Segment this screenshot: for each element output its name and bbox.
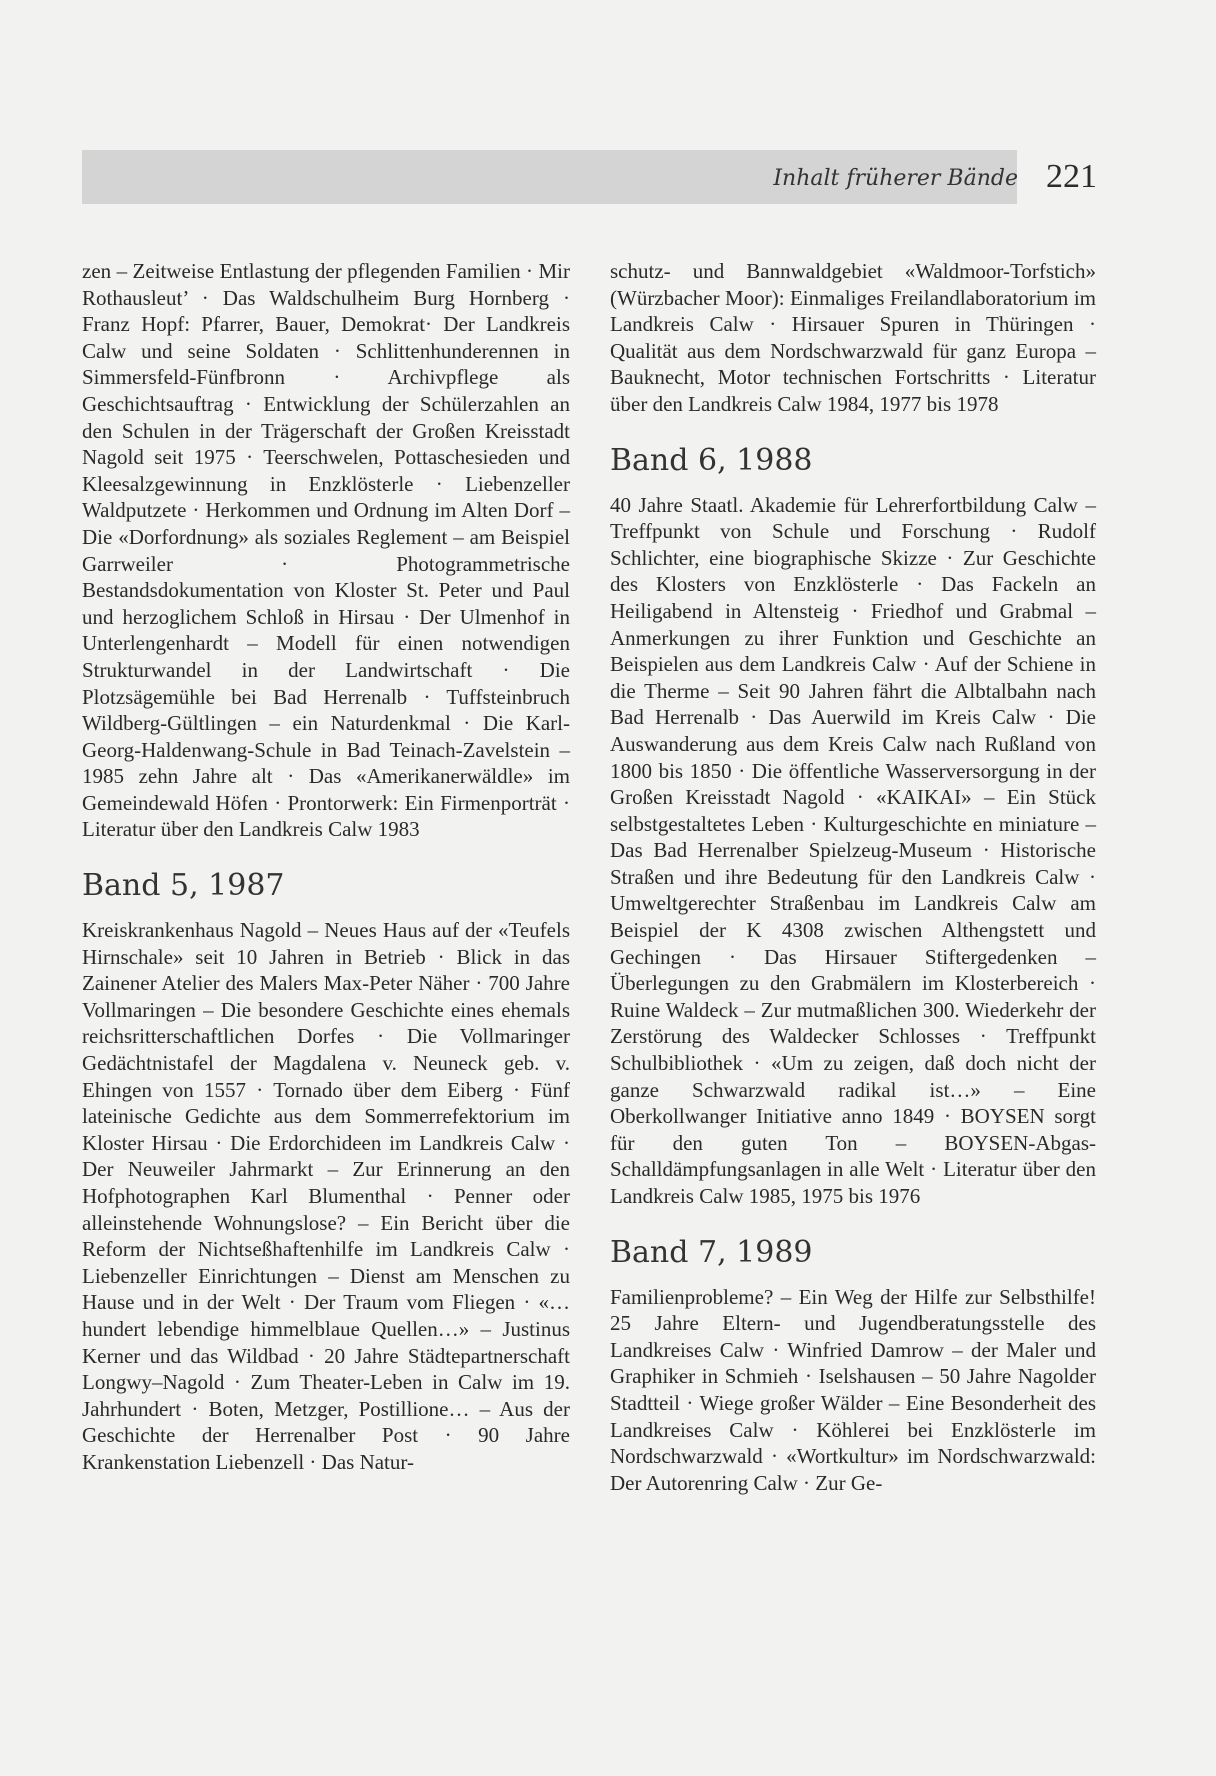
- right-column: [610, 258, 1096, 1496]
- left-column: [82, 258, 570, 1476]
- band6-heading: Band 6, 1988: [610, 442, 813, 478]
- band7-text: Familienprobleme? – Ein Weg der Hilfe zur Selbsthilfe! 25 Jahre Eltern- und Jugendberatungsstelle des Landkreises Calw · Winfried Damrow – der Maler und Graphiker in Schmieh · Iselshausen – 50 Jahre Nagolder Stadtteil · Wiege großer Wälder – Eine Besonderheit des Landkreises Calw · Köhlerei bei Enzklösterle im Nordschwarzwald · «Wortkultur» im Nordschwarzwald: Der Autorenring Calw · Zur Ge-: [610, 1284, 1096, 1495]
- page-number: 221: [1046, 158, 1097, 195]
- band4-continued-text: zen – Zeitweise Entlastung der pflegenden Familien · Mir Rothausleut’ · Das Waldschulheim Burg Hornberg · Franz Hopf: Pfarrer, Bauer, Demokrat· Der Landkreis Calw und seine Soldaten · Schlittenhunderennen in Simmersfeld-Fünfbronn · Archivpflege als Geschichtsauftrag · Entwicklung der Schülerzahlen an den Schulen in der Trägerschaft der Großen Kreisstadt Nagold seit 1975 · Teerschwelen, Pottaschesieden und Kleesalzgewinnung in Enzklösterle · Liebenzeller Waldputzete · Herkommen und Ordnung im Alten Dorf – Die «Dorfordnung» als soziales Reglement – am Beispiel Garrweiler · Photogrammetrische Bestandsdokumentation von Kloster St. Peter und Paul und herzoglichem Schloß in Hirsau · Der Ulmenhof in Unterlengenhardt – Modell für einen notwendigen Strukturwandel in der Landwirtschaft · Die Plotzsägemühle bei Bad Herrenalb · Tuffsteinbruch Wildberg-Gültlingen – ein Naturdenkmal · Die Karl-Georg-Haldenwang-Schule in Bad Teinach-Zavelstein – 1985 zehn Jahre alt · Das «Amerikanerwäldle» im Gemeindewald Höfen · Prontorwerk: Ein Firmenporträt · Literatur über den Landkreis Calw 1983: [82, 259, 570, 842]
- running-header-title: Inhalt früherer Bände: [773, 166, 1018, 191]
- band7-heading: Band 7, 1989: [610, 1234, 813, 1270]
- band5-text: Kreiskrankenhaus Nagold – Neues Haus auf der «Teufels Hirnschale» seit 10 Jahren in Betrieb · Blick in das Zainener Atelier des Malers Max-Peter Näher · 700 Jahre Vollmaringen – Die besondere Geschichte eines ehemals reichsritterschaftlichen Dorfes · Die Vollmaringer Gedächtnistafel der Magdalena v. Neuneck geb. v. Ehingen von 1557 · Tornado über dem Eiberg · Fünf lateinische Gedichte aus dem Sommerrefektorium im Kloster Hirsau · Die Erdorchideen im Landkreis Calw · Der Neuweiler Jahrmarkt – Zur Erinnerung an den Hofphotographen Karl Blumenthal · Penner oder alleinstehende Wohnungslose? – Ein Bericht über die Reform der Nichtseßhaftenhilfe im Landkreis Calw · Liebenzeller Einrichtungen – Dienst am Menschen zu Hause und in der Welt · Der Traum vom Fliegen · «…hundert lebendige himmelblaue Quellen…» – Justinus Kerner und das Wildbad · 20 Jahre Städtepartnerschaft Longwy–Nagold · Zum Theater-Leben in Calw im 19. Jahrhundert · Boten, Metzger, Postillione… – Aus der Geschichte der Herrenalber Post · 90 Jahre Krankenstation Liebenzell · Das Natur-: [82, 918, 570, 1474]
- band6-text: 40 Jahre Staatl. Akademie für Lehrerfortbildung Calw – Treffpunkt von Schule und Forschung · Rudolf Schlichter, eine biographische Skizze · Zur Geschichte des Klosters von Enzklösterle · Das Fackeln an Heiligabend in Altensteig · Friedhof und Grabmal – Anmerkungen zu ihrer Funktion und Geschichte an Beispielen aus dem Landkreis Calw · Auf der Schiene in die Therme – Seit 90 Jahren fährt die Albtalbahn nach Bad Herrenalb · Das Auerwild im Kreis Calw · Die Auswanderung aus dem Kreis Calw nach Rußland von 1800 bis 1850 · Die öffentliche Wasserversorgung in der Großen Kreisstadt Nagold · «KAIKAI» – Ein Stück selbstgestaltetes Leben · Kulturgeschichte en miniature – Das Bad Herrenalber Spielzeug-Museum · Historische Straßen und ihre Bedeutung für den Landkreis Calw · Umweltgerechter Straßenbau im Landkreis Calw am Beispiel der K 4308 zwischen Althengstett und Gechingen · Das Hirsauer Stiftergedenken – Überlegungen zu den Grabmälern im Klosterbereich · Ruine Waldeck – Zur mutmaßlichen 300. Wiederkehr der Zerstörung des Waldecker Schlosses · Treffpunkt Schulbibliothek · «Um zu zeigen, daß doch nicht der ganze Schwarzwald radikal ist…» – Eine Oberkollwanger Initiative anno 1849 · BOYSEN sorgt für den guten Ton – BOYSEN-Abgas-Schalldämpfungsanlagen in alle Welt · Literatur über den Landkreis Calw 1985, 1975 bis 1976: [610, 492, 1096, 1208]
- band5-heading: Band 5, 1987: [82, 868, 285, 904]
- band5-continued-text: schutz- und Bannwaldgebiet «Waldmoor-Torfstich» (Würzbacher Moor): Einmaliges Freilandlaboratorium im Landkreis Calw · Hirsauer Spuren in Thüringen · Qualität aus dem Nordschwarzwald für ganz Europa – Bauknecht, Motor technischen Fortschritts · Literatur über den Landkreis Calw 1984, 1977 bis 1978: [610, 259, 1096, 416]
